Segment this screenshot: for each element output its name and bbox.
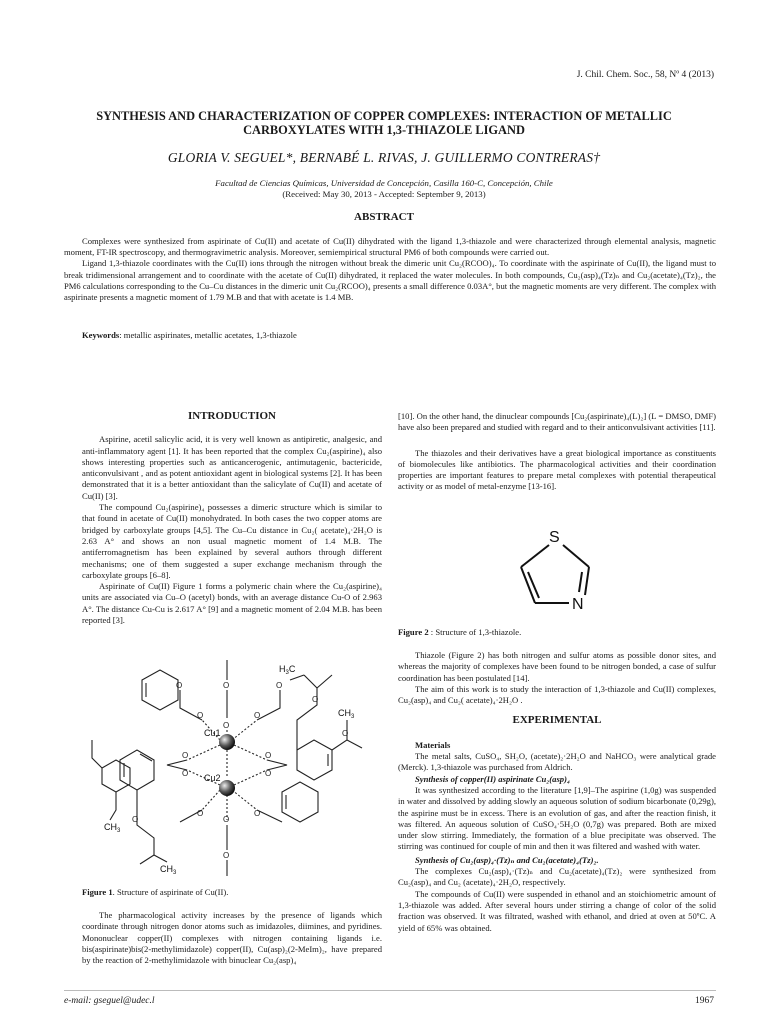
figure-2-caption	[398, 627, 716, 638]
svg-text:O: O	[223, 851, 230, 860]
right-column-top	[398, 411, 716, 493]
svg-text:O: O	[197, 711, 204, 720]
synthesis-1-heading: Synthesis of copper(II) aspirinate Cu₂(asp)₄	[415, 773, 570, 784]
svg-text:O: O	[223, 815, 230, 824]
svg-text:O: O	[265, 769, 272, 778]
right-column-middle	[398, 650, 716, 934]
authors: GLORIA V. SEGUEL*, BERNABÉ L. RIVAS, J. GUILLERMO CONTRERAS†	[167, 150, 601, 165]
received-dates: (Received: May 30, 2013 - Accepted: September 9, 2013)	[282, 189, 486, 199]
aspirinate-structure-diagram	[82, 650, 382, 878]
right-paragraph: It was synthesized according to the literature [1,9]–The aspirine (1,0g) was suspended in water and dissolved by adding slowly an aqueous solution of sodium bicarbonate (0,29g), the aspirine must be in excess. There is an evolution of gas, and after the reaction finish, it was filtered. An aqueous solution of CuSO₄·5H₂O (0,7g) was prepared. Both are mixed under slow stirring. Immediately, the formation of a blue precipitate was observed. The stirring was continued for couple of min and then it was filtered and washed with water.	[398, 784, 716, 852]
experimental-heading: EXPERIMENTAL	[512, 714, 602, 727]
figure-1-caption-text: . Structure of aspirinate of Cu(II).	[112, 887, 229, 897]
svg-text:O: O	[223, 681, 230, 690]
intro-paragraph: Aspirine, acetil salicylic acid, it is very well known as antipiretic, analgesic, and anti-inflammatory agent [1]. It has been reported that the complex Cu₂(aspirine)₄ also shows interesting properties such as anticancerogenic, antimutagenic, bactericide, anticonvulsivant , and as potent antioxidant agent in biological systems [2]. It has been demonstrated that it is a better antioxidant than the salicylate of Cu(II) and acetate of Cu(II) [3].	[82, 434, 382, 501]
right-paragraph: The compounds of Cu(II) were suspended in ethanol and an stoichiometric amount of 1,3-thiazole was added. After several hours under stirring a change of color of the solid fraction was observed. It was filtrated, washed with ethanol, and dried at oven at 50ºC. A yield of 65% was obtained.	[398, 888, 716, 933]
abstract-body	[64, 236, 716, 303]
footer-rule	[64, 990, 716, 991]
synthesis-2-heading: Synthesis of Cu₂(asp)₄·(Tz)ₙ and Cu₂(acetate)₄(Tz)₂.	[415, 854, 599, 865]
cu1-label: Cu1	[204, 728, 221, 738]
cu2-label: Cu2	[204, 773, 221, 783]
figure-1-caption	[82, 887, 382, 898]
affiliation: Facultad de Ciencias Químicas, Universidad de Concepción, Casilla 160-C, Concepción, Chile	[215, 178, 553, 188]
svg-text:O: O	[342, 729, 349, 738]
thiazole-structure-diagram	[505, 525, 605, 620]
title-line-1: SYNTHESIS AND CHARACTERIZATION OF COPPER COMPLEXES: INTERACTION OF METALLIC	[96, 109, 672, 123]
right-paragraph: [10]. On the other hand, the dinuclear compounds [Cu₂(aspirinate)₄(L)₂] (L = DMSO, DMF) have also been prepared and studied with regard and to their anticonvulsivant activities [11].	[398, 411, 716, 433]
right-paragraph: The aim of this work is to study the interaction of 1,3-thiazole and Cu(II) complexes, Cu₂(asp)₄ and Cu₂( acetate)₄·2H₂O .	[398, 683, 716, 706]
paper-title	[60, 109, 708, 137]
right-paragraph: The thiazoles and their derivatives have a great biological importance as constituents of biomolecules like antibiotics. The pharmacological activities and their coordination properties are important features to prepare metal complexes with potential therapeutical activity or as model of metal-enzyme [13-16].	[398, 447, 716, 492]
abstract-paragraph: Complexes were synthesized from aspirinate of Cu(II) and acetate of Cu(II) dihydrated with the ligand 1,3-thiazole and were characterized through elemental analysis, magnetic moment, FT-IR spectroscopy, and thermogravimetric analysis. Moreover, semiempirical structural PM6 of both compounds were carried out.	[64, 236, 716, 258]
ch3-label-bottom: $CH_3$	[160, 864, 177, 876]
figure-1	[82, 650, 382, 878]
svg-text:O: O	[223, 721, 230, 730]
h3c-label: $H_3C$	[279, 664, 296, 676]
right-paragraph: Thiazole (Figure 2) has both nitrogen and sulfur atoms as possible donor sites, and whereas the majority of complexes have been found to be nitrogen bonded, a case of sulfur coordination has been postulated [14].	[398, 650, 716, 683]
svg-text:O: O	[182, 769, 189, 778]
keywords	[82, 330, 297, 340]
svg-text:O: O	[132, 815, 139, 824]
svg-text:O: O	[254, 809, 261, 818]
keywords-label: Keywords	[82, 330, 120, 340]
sulfur-label: S	[549, 529, 560, 546]
right-paragraph: The complexes Cu₂(asp)₄·(Tz)ₙ and Cu₂(acetate)₄(Tz)₂ were synthesized from Cu₂(asp)₄ and Cu₂ (acetate)₄·2H₂O, respectively.	[398, 866, 716, 888]
svg-text:O: O	[254, 711, 261, 720]
page-number: 1967	[695, 996, 714, 1006]
figure-2-label: Figure 2	[398, 627, 429, 637]
journal-citation: J. Chil. Chem. Soc., 58, Nº 4 (2013)	[576, 70, 714, 80]
figure-2	[505, 525, 605, 620]
intro-paragraph: Aspirinate of Cu(II) Figure 1 forms a polymeric chain where the Cu₂(aspirine)₄ units are associated via Cu–O (acetyl) bonds, with an average distance Cu-O of 2.963 A°. The distance Cu-Cu is 2.617 A° [9] and a magnetic moment of 2.04 M.B. has been reported [3].	[82, 581, 382, 626]
abstract-paragraph: Ligand 1,3-thiazole coordinates with the Cu(II) ions through the nitrogen without break the dimeric unit Cu₂(RCOO)₄. To coordinate with the aspirinate of Cu(II), the ligand must to break tridimensional arrangement and to coordinate with the acetate of Cu(II) dihydrated, it replaced the water molecules. In both compounds, Cu₂(asp)₄(Tz)ₙ and Cu₂(acetate)₄(Tz)₂, the PM6 calculations corresponding to the Cu–Cu distances in the dimeric unit Cu₂(RCOO)₄ presents a small difference 0.03A°, but the magnetic moments are very different. The complex with aspirinate presents a magnetic moment of 1.79 M.B and that with acetate is 1.4 MB.	[64, 258, 716, 303]
ch3-label-right: $CH_3$	[338, 708, 355, 720]
cu1-atom	[219, 734, 235, 750]
cu2-atom	[219, 780, 235, 796]
svg-text:O: O	[176, 681, 183, 690]
svg-text:O: O	[312, 695, 319, 704]
introduction-section	[82, 411, 382, 626]
intro-paragraph: The compound Cu₂(aspirine)₄ possesses a dimeric structure which is similar to that found in acetate of Cu(II) monohydrated. In both cases the two copper atoms are bridged by carboxylate groups [4,5]. The Cu–Cu distance in Cu₂( acetate)₄·2H₂O is 2.63 A° and shows an non usual magnetic moment of 1.4 M.B. The antiferromagnetism has been explained by several authors through different mechanisms; one of them suggested a super exchange mechanism through the carboxylate groups [6–8].	[82, 502, 382, 580]
materials-heading: Materials	[415, 739, 451, 750]
title-line-2: CARBOXYLATES WITH 1,3-THIAZOLE LIGAND	[243, 123, 525, 137]
abstract-heading: ABSTRACT	[354, 211, 414, 223]
intro-continued	[82, 910, 382, 966]
introduction-heading: INTRODUCTION	[187, 410, 276, 422]
right-paragraph: The metal salts, CuSO₄, SH₂O, (acetate)₂·2H₂O and NaHCO₃ were analytical grade (Merck). 1,3-thiazole was purchased from Aldrich.	[398, 751, 716, 773]
author-email: e-mail: gseguel@udec.l	[64, 996, 155, 1006]
figure-2-caption-text: : Structure of 1,3-thiazole.	[428, 627, 522, 637]
svg-text:O: O	[197, 809, 204, 818]
ch3-label-left: $CH_3$	[104, 822, 121, 834]
svg-text:O: O	[276, 681, 283, 690]
intro-paragraph: The pharmacological activity increases by the presence of ligands which coordinate through nitrogen donor atoms such as imidazoles, diimines, and pyridines. Mononuclear copper(II) complexes with nitrogen containing ligands i.e. bis(aspirinate)bis(2-methylimidazole) copper(II), Cu(asp)₂(2-MeIm)₂, have prepared by the reaction of 2-methylimidazole with binuclear Cu₂(asp)₄	[82, 910, 382, 966]
nitrogen-label: N	[572, 596, 584, 613]
svg-text:O: O	[182, 751, 189, 760]
keywords-text: : metallic aspirinates, metallic acetates, 1,3-thiazole	[119, 330, 297, 340]
figure-1-label: Figure 1	[82, 887, 113, 897]
svg-text:O: O	[265, 751, 272, 760]
